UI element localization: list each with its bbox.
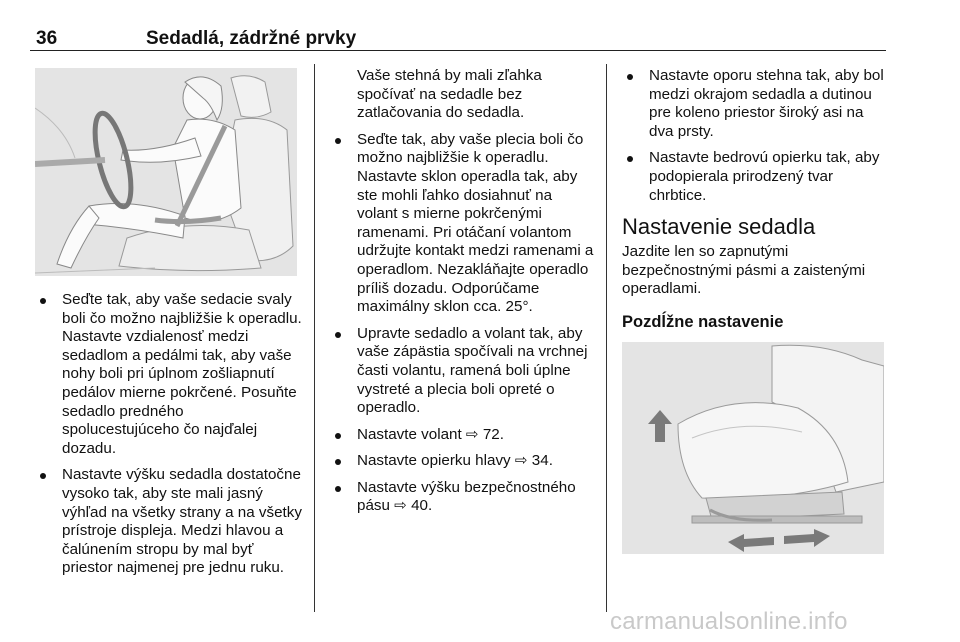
list-item: Nastavte oporu stehna tak, aby bol medzi okrajom sedadla a dutinou pre koleno priestor široký asi na dva prsty. [622,67,892,141]
page-title: Sedadlá, zádržné prvky [146,28,357,49]
column-2 [330,67,596,524]
column-3 [622,67,892,341]
column-1-list [35,291,303,578]
column-divider-1 [314,64,315,612]
seating-posture-drawing [35,68,297,276]
list-item: Nastavte volant ⇨ 72. [330,426,596,445]
page-number: 36 [36,28,58,49]
list-item: Nastavte bedrovú opierku tak, aby podopierala prirodzený tvar chrbtice. [622,149,892,205]
column-2-list [330,131,596,516]
list-item: Nastavte výšku sedadla dostatočne vysoko tak, aby ste mali jasný výhľad na všetky strany a na všetky prístroje displeja. Medzi hlavou a čalúnením stropu by mal byť priestor najmenej pre jednu ruku. [35,466,303,578]
header-rule [30,50,886,51]
watermark: carmanualsonline.info [610,608,848,635]
section-heading: Nastavenie sedadla [622,214,816,240]
seat-adjustment-drawing [622,342,884,554]
seating-posture-illustration [35,68,297,276]
list-item: Upravte sedadlo a volant tak, aby vaše zápästia spočívali na vrchnej časti volantu, ramená boli úplne vystreté a plecia boli opreté o operadlo. [330,325,596,418]
page-header [30,0,886,47]
section-paragraph: Jazdite len so zapnutými bezpečnostnými pásmi a zaistenými operadlami. [622,243,866,298]
list-item: Seďte tak, aby vaše sedacie svaly boli čo možno najbližšie k operadlu. Nastavte vzdialenosť medzi sedadlom a pedálmi tak, aby vaše nohy boli pri úplnom zošliapnutí pedálov mierne pokrčené. Posuňte sedadlo predného spolucestujúceho čo najďalej dozadu. [35,291,303,458]
list-item: Nastavte výšku bezpečnostného pásu ⇨ 40. [330,479,596,516]
subsection-heading: Pozdĺžne nastavenie [622,312,784,331]
longitudinal-adjustment-illustration [622,342,884,554]
column-1 [35,291,303,586]
list-item: Nastavte opierku hlavy ⇨ 34. [330,452,596,471]
list-item: Seďte tak, aby vaše plecia boli čo možno najbližšie k operadlu. Nastavte sklon operadla tak, aby ste mohli ľahko dosiahnuť na volant s mierne pokrčenými ramenami. Pri otáčaní volantom udržujte kontakt medzi ramenami a operadlom. Nezakláňajte operadlo príliš dozadu. Odporúčame maximálny sklon cca. 25°. [330,131,596,317]
column-divider-2 [606,64,607,612]
continued-paragraph: Vaše stehná by mali zľahka spočívať na sedadle bez zatlačovania do sedadla. [357,67,542,122]
column-3-list [622,67,892,205]
